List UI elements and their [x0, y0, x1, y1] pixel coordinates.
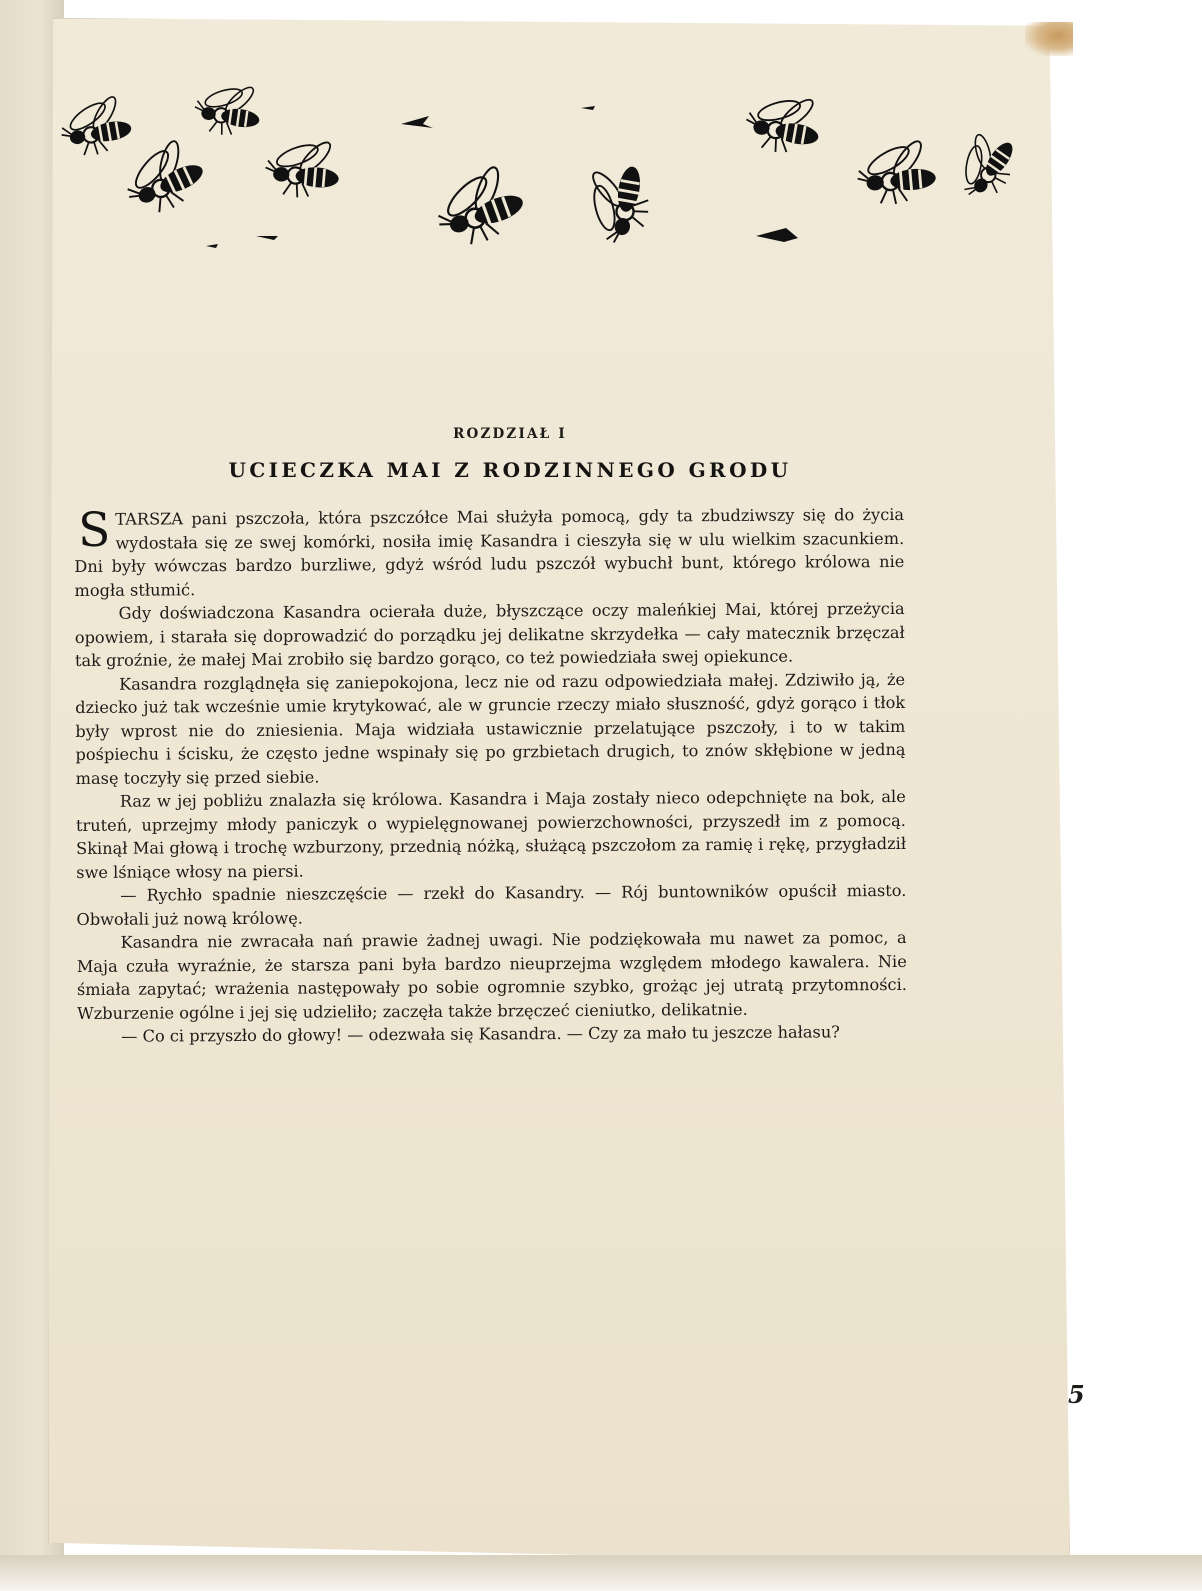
drop-cap: S — [77, 502, 111, 558]
paragraph: Gdy doświadczona Kasandra ocierała duże, błyszczące oczy maleńkiej Mai, której przeżycia opowiem, i starała się doprowadzić do porządku jej delikatne skrzydełka — cały matecznik brzęczał tak groźnie, że małej Mai zrobiło się bardzo gorąco, co też powiedziała swej opiekunce. — [74, 598, 905, 670]
page-number: 5 — [1068, 1380, 1085, 1409]
page-bottom-shadow — [0, 1555, 1202, 1591]
bees-illustration — [56, 86, 1046, 256]
paragraph: — Rychło spadnie nieszczęście — rzekł do Kasandry. — Rój buntowników opuścił miasto. Obwołali już nową królowę. — [76, 880, 907, 929]
paragraph: Kasandra rozglądnęła się zaniepokojona, lecz nie od razu odpowiedziała małej. Zdziwiło ją, że dziecko już tak wcześnie umie krytykować, ale w gruncie rzeczy miało słuszność, gdyż gorąco i tłok były wprost nie do zniesienia. Maja widziała ustawicznie przelatujące pszczoły, i to w takim pośpiechu i ścisku, że często jedne wspinały się po grzbietach drugich, to znów skłębione w jedną masę toczyły się przed siebie. — [75, 669, 906, 788]
paragraph: Kasandra nie zwracała nań prawie żadnej uwagi. Nie podziękowała mu nawet za pomoc, a Maja czuła wyraźnie, że starsza pani była bardzo nieuprzejma względem młodego kawalera. Nie śmiała zapytać; wrażenia następowały po sobie ogromnie szybko, grożąc jej utratą przytomności. Wzburzenie ogólne i jej się udzieliło; zaczęła także brzęczeć cieniutko, delikatnie. — [76, 927, 907, 1023]
paragraph: Raz w jej pobliżu znalazła się królowa. Kasandra i Maja zostały nieco odepchnięte na bok, ale truteń, uprzejmy młody paniczyk o wypielęgnowanej powierzchowności, przyszedł im z pomocą. Skinął Mai głową i trochę wzburzony, przednią nóżką, służącą pszczołom za ramię i rękę, przygładził swe lśniące włosy na piersi. — [75, 786, 907, 882]
chapter-text — [74, 503, 907, 1049]
paragraph: — Co ci przyszło do głowy! — odezwała się Kasandra. — Czy za mało tu jeszcze hałasu? — [121, 1022, 840, 1046]
chapter-label: ROZDZIAŁ I — [453, 426, 567, 442]
paragraph — [74, 503, 905, 602]
paragraph-text: TARSZA pani pszczoła, która pszczółce Mai służyła pomocą, gdy ta zbudziwszy się do życia wydostała się ze swej komórki, nosiła imię Kasandra i cieszyła się w ulu wielkim szacunkiem. Dni były wówczas bardzo burzliwe, gdyż wśród ludu pszczół wybuchł bunt, którego królowa nie mogła stłumić. — [74, 504, 905, 600]
page-corner-stain — [1025, 22, 1073, 56]
chapter-title: UCIECZKA MAI Z RODZINNEGO GRODU — [228, 458, 792, 482]
